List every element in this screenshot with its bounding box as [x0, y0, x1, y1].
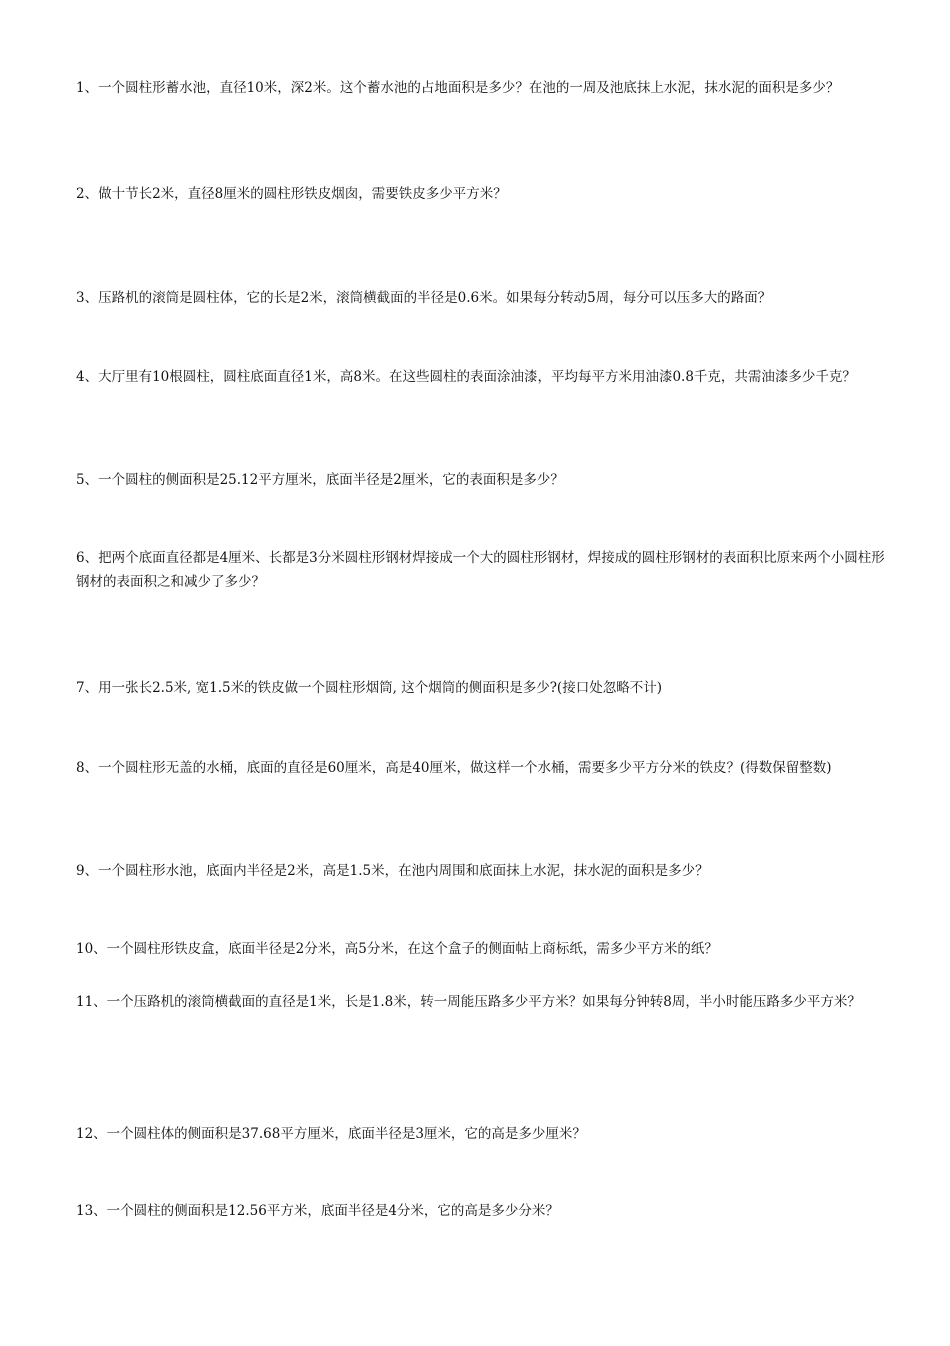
question-5: 5、一个圆柱的侧面积是25.12平方厘米，底面半径是2厘米，它的表面积是多少？: [76, 472, 564, 488]
question-6: 6、把两个底面直径都是4厘米、长都是3分米圆柱形钢材焊接成一个大的圆柱形钢材，焊接成的圆柱形钢材的表面积比原来两个小圆柱形钢材的表面积之和减少了多少？: [76, 550, 885, 590]
question-1: 1、一个圆柱形蓄水池，直径10米，深2米。这个蓄水池的占地面积是多少？在池的一周及池底抹上水泥，抹水泥的面积是多少？: [76, 80, 840, 96]
question-8: 8、一个圆柱形无盖的水桶，底面的直径是60厘米，高是40厘米，做这样一个水桶，需要多少平方分米的铁皮？(得数保留整数): [76, 760, 832, 776]
question-13: 13、一个圆柱的侧面积是12.56平方米，底面半径是4分米，它的高是多少分米？: [76, 1203, 559, 1219]
question-9: 9、一个圆柱形水池，底面内半径是2米，高是1.5米，在池内周围和底面抹上水泥，抹水泥的面积是多少？: [76, 863, 709, 879]
question-11: 11、一个压路机的滚筒横截面的直径是1米，长是1.8米，转一周能压路多少平方米？如果每分钟转8周，半小时能压路多少平方米？: [76, 994, 861, 1010]
question-2: 2、做十节长2米，直径8厘米的圆柱形铁皮烟囱，需要铁皮多少平方米？: [76, 186, 507, 202]
question-3: 3、压路机的滚筒是圆柱体，它的长是2米，滚筒横截面的半径是0.6米。如果每分转动5周，每分可以压多大的路面？: [76, 290, 772, 306]
question-12: 12、一个圆柱体的侧面积是37.68平方厘米，底面半径是3厘米，它的高是多少厘米？: [76, 1126, 586, 1142]
question-4: 4、大厅里有10根圆柱，圆柱底面直径1米，高8米。在这些圆柱的表面涂油漆，平均每平方米用油漆0.8千克，共需油漆多少千克？: [76, 369, 856, 385]
question-10: 10、一个圆柱形铁皮盒，底面半径是2分米，高5分米，在这个盒子的侧面帖上商标纸，需多少平方米的纸？: [76, 941, 718, 957]
question-7: 7、用一张长2.5米, 宽1.5米的铁皮做一个圆柱形烟筒, 这个烟筒的侧面积是多少?(接口处忽略不计): [76, 680, 662, 696]
